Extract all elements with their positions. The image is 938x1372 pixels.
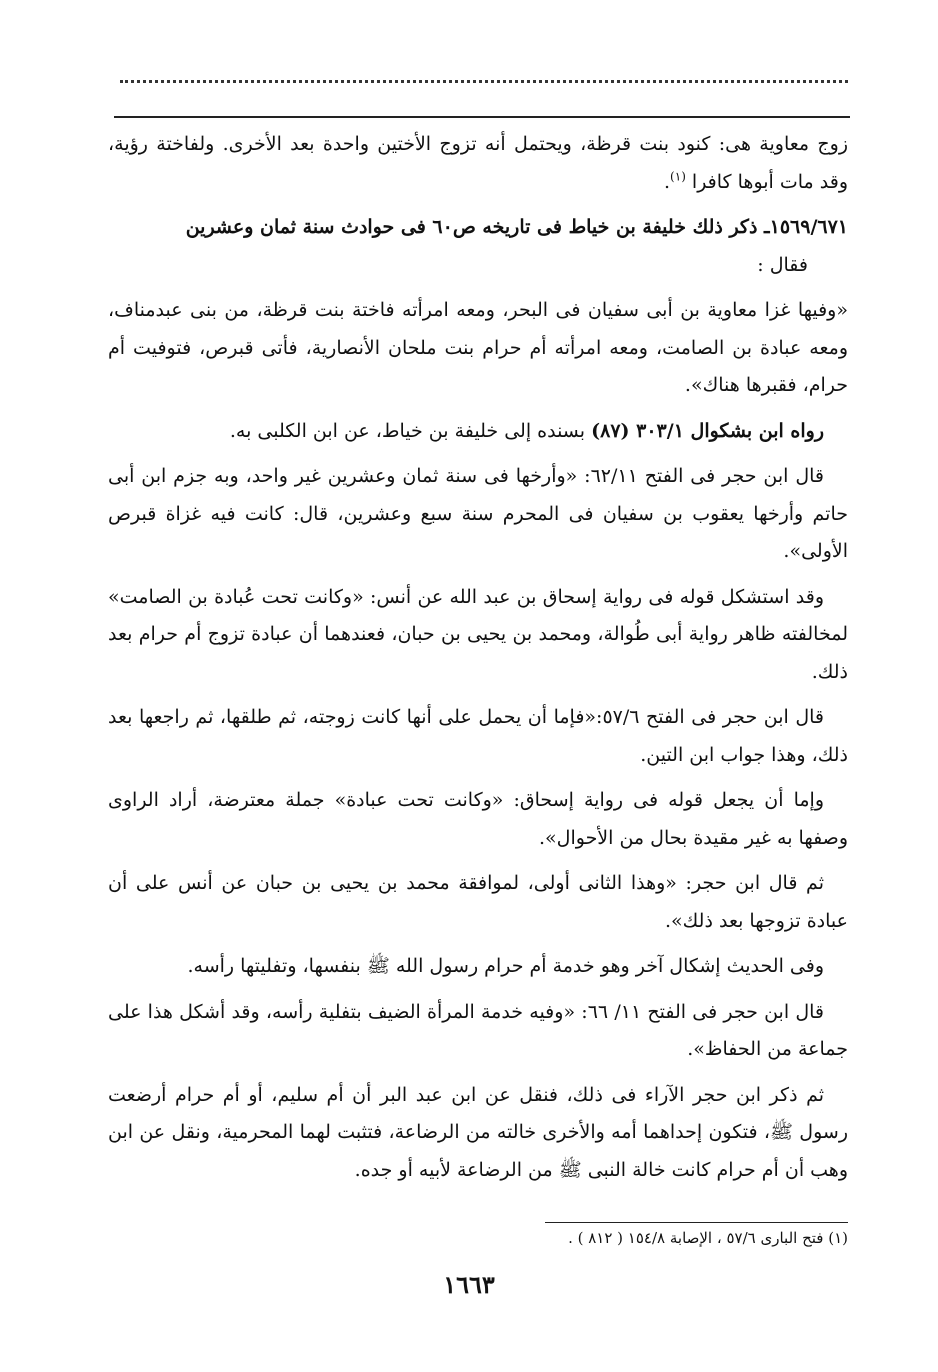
- paragraph-ishaq: [108, 782, 848, 857]
- footnote: (١) فتح البارى ٥٧/٦ ، الإصابة ١٥٤/٨ ( ٨١٢ ) .: [568, 1229, 848, 1247]
- paragraph-araa: [108, 1077, 848, 1190]
- paragraph-ishkal: [108, 948, 848, 986]
- paragraph-text: وقد استشكل قوله فى رواية إسحاق بن عبد الله عن أنس: «وكانت تحت عُبادة بن الصامت» لمخالفته ظاهر رواية أبى طُوالة، ومحمد بن يحيى بن حبان، فعندهما أن عبادة تزوج أم حرام بعد ذلك.: [108, 585, 848, 683]
- footnote-ref[interactable]: (١): [670, 169, 686, 184]
- paragraph-ibn-hajar-3: [108, 865, 848, 940]
- paragraph-text: قال ابن حجر فى الفتح ٦٢/١١: «وأرخها فى سنة ثمان وعشرين غير واحد، وبه جزم ابن أبى حاتم وأرخها يعقوب بن سفيان فى المحرم سنة سبع وعشرين، قال: كانت فيه غزاة قبرص الأولى».: [108, 465, 848, 562]
- footnote-rule: [545, 1222, 848, 1223]
- paragraph-ibn-hajar-1: [108, 458, 848, 571]
- paragraph-text: وإما أن يجعل قوله فى رواية إسحاق: «وكانت تحت عبادة» جملة معترضة، أراد الراوى وصفها به غير مقيدة بحال من الأحوال».: [108, 789, 848, 849]
- paragraph-continuation: [108, 126, 848, 201]
- paragraph-istishkal: [108, 579, 848, 692]
- paragraph-text: وفى الحديث إشكال آخر وهو خدمة أم حرام رسول الله ﷺ بنفسها، وتفليتها رأسه.: [187, 955, 824, 977]
- entry-heading-text: ١٥٦٩/٦٧١ـ ذكر ذلك خليفة بن خياط فى تاريخه ص٦٠ فى حوادث سنة ثمان وعشرين: [185, 216, 848, 238]
- paragraph-text: ثم ذكر ابن حجر الآراء فى ذلك، فنقل عن ابن عبد البر أن أم سليم، أو أم حرام أرضعت رسول ﷺ، فتكون إحداهما أمه والأخرى خالته من الرضاعة، فتثبت لهما المحرمية، ونقل عن ابن وهب أن أم حرام كانت خالة النبى ﷺ من الرضاعة لأبيه أو جده.: [108, 1083, 848, 1181]
- paragraph-text: زوج معاوية هى: كنود بنت قرظة، ويحتمل أنه تزوج الأختين واحدة بعد الأخرى. ولفاختة رؤية، وقد مات أبوها كافرا: [108, 133, 848, 193]
- dotted-separator: [120, 80, 848, 87]
- source-citation: رواه ابن بشكوال ٣٠٣/١ (٨٧): [591, 419, 824, 442]
- header-rule: [114, 116, 850, 118]
- paragraph-ibn-hajar-2: [108, 699, 848, 774]
- paragraph-text: بسنده إلى خليفة بن خياط، عن ابن الكلبى به.: [229, 419, 586, 442]
- paragraph-text: قال ابن حجر فى الفتح ٥٧/٦:«فإما أن يحمل على أنها كانت زوجته، ثم طلقها، ثم راجعها بعد ذلك، وهذا جواب ابن التين.: [108, 706, 848, 766]
- page-number: ١٦٦٣: [443, 1270, 495, 1299]
- paragraph-riwaya: [108, 413, 848, 451]
- paragraph-text: قال ابن حجر فى الفتح ١١/ ٦٦: «وفيه خدمة المرأة الضيف بتفلية رأسه، وقد أشكل هذا على جماعة من الحفاظ».: [108, 1000, 848, 1060]
- paragraph-ibn-hajar-4: [108, 994, 848, 1069]
- paragraph-tail: .: [664, 170, 671, 193]
- paragraph-text: «وفيها غزا معاوية بن أبى سفيان فى البحر، ومعه امرأته فاختة بنت قرظة، من بنى عبدمناف، ومعه عبادة بن الصامت، ومعه امرأته أم حرام بنت ملحان الأنصارية، فأتى قبرص، فتوفيت أم حرام، فقبرها هناك».: [108, 299, 848, 396]
- entry-heading-sub: فقال :: [757, 253, 808, 276]
- entry-heading: [108, 209, 848, 284]
- paragraph-text: ثم قال ابن حجر: «وهذا الثانى أولى، لموافقة محمد بن يحيى بن حبان عن أنس على أن عبادة تزوجها بعد ذلك».: [108, 872, 848, 932]
- main-text: [108, 126, 848, 1197]
- paragraph-quote: [108, 292, 848, 405]
